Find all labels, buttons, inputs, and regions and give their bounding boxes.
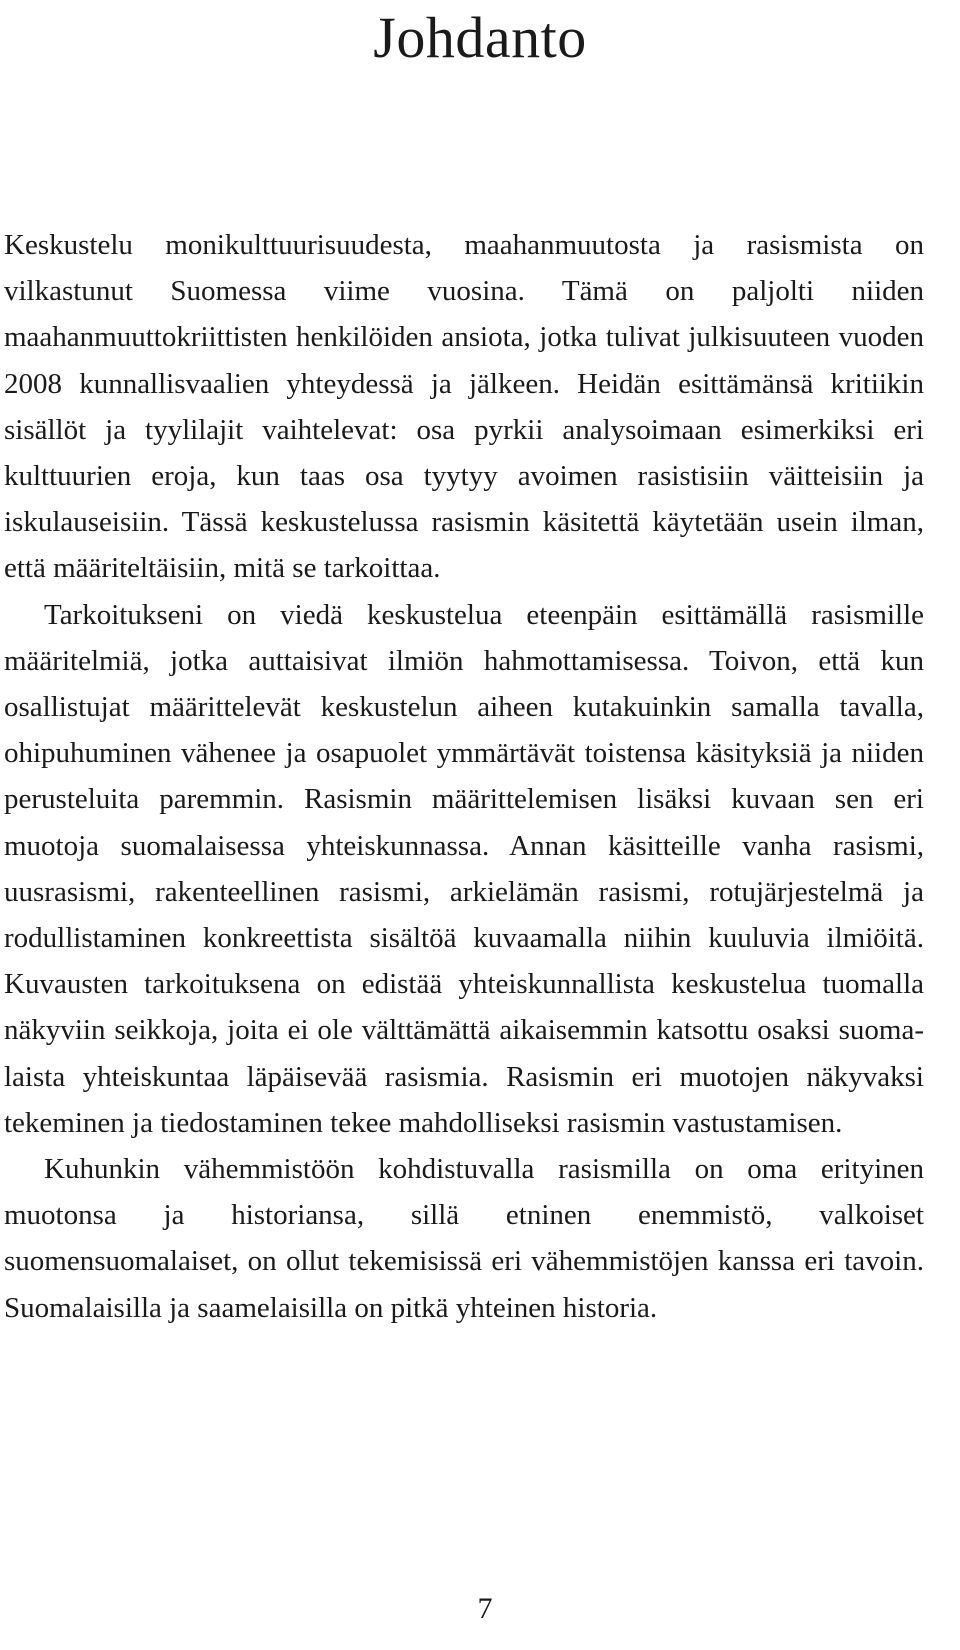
paragraph-3: Kuhunkin vähemmistöön kohdistuvalla rasismilla on oma erityinen muotonsa ja historiansa, sillä etninen enemmistö, valkoiset suomensuomalaiset, on ollut tekemisissä eri vähemmistöjen kanssa eri tavoin. Suomalaisilla ja saamelaisilla on pitkä yhteinen historia. [4,1153,924,1324]
page-number-container [0,1592,960,1626]
paragraph-2: Tarkoitukseni on viedä keskustelua eteenpäin esittämällä rasismille määritelmiä, jotka auttaisivat ilmiön hahmottamisessa. Toivon, että kun osallistujat määrittelevät keskustelun aiheen kutakuinkin samalla tavalla, ohipuhuminen vähenee ja osapuolet ymmärtävät toistensa käsityksiä ja niiden perusteluita paremmin. Rasismin määrittelemisen lisäksi kuvaan sen eri muotoja suomalaisessa yhteiskunnassa. Annan käsitteille vanha rasismi, uusrasismi, rakenteellinen rasismi, arkielämän rasismi, rotujärjestelmä ja rodullistaminen konkreettista sisältöä kuvaamalla niihin kuuluvia ilmiöitä. Kuvausten tarkoituksena on edistää yhteiskunnallista keskustelua tuomalla näkyviin seikkoja, joita ei ole välttämättä aikaisemmin katsottu osaksi suomalaista yhteiskuntaa läpäisevää rasismia. Rasismin eri muotojen näkyvaksi tekeminen ja tiedostaminen tekee mahdolliseksi rasismin vastustamisen. [4,598,924,1139]
paragraph-1: Keskustelu monikulttuurisuudesta, maahanmuutosta ja rasismista on vilkastunut Suomessa viime vuosina. Tämä on paljolti niiden maahanmuuttokriittisten henkilöiden ansiota, jotka tulivat julkisuuteen vuoden 2008 kunnallisvaalien yhteydessä ja jälkeen. Heidän esittämänsä kritiikin sisällöt ja tyylilajit vaihtelevat: osa pyrkii analysoimaan esimerkiksi eri kulttuurien eroja, kun taas osa tyytyy avoimen rasistisiin väitteisiin ja iskulauseisiin. Tässä keskustelussa rasismin käsitettä käytetään usein ilman, että määriteltäisiin, mitä se tarkoittaa. [4,229,924,585]
page-number: 7 [477,1592,493,1625]
body-text [4,222,924,1331]
page-title: Johdanto [373,5,587,70]
